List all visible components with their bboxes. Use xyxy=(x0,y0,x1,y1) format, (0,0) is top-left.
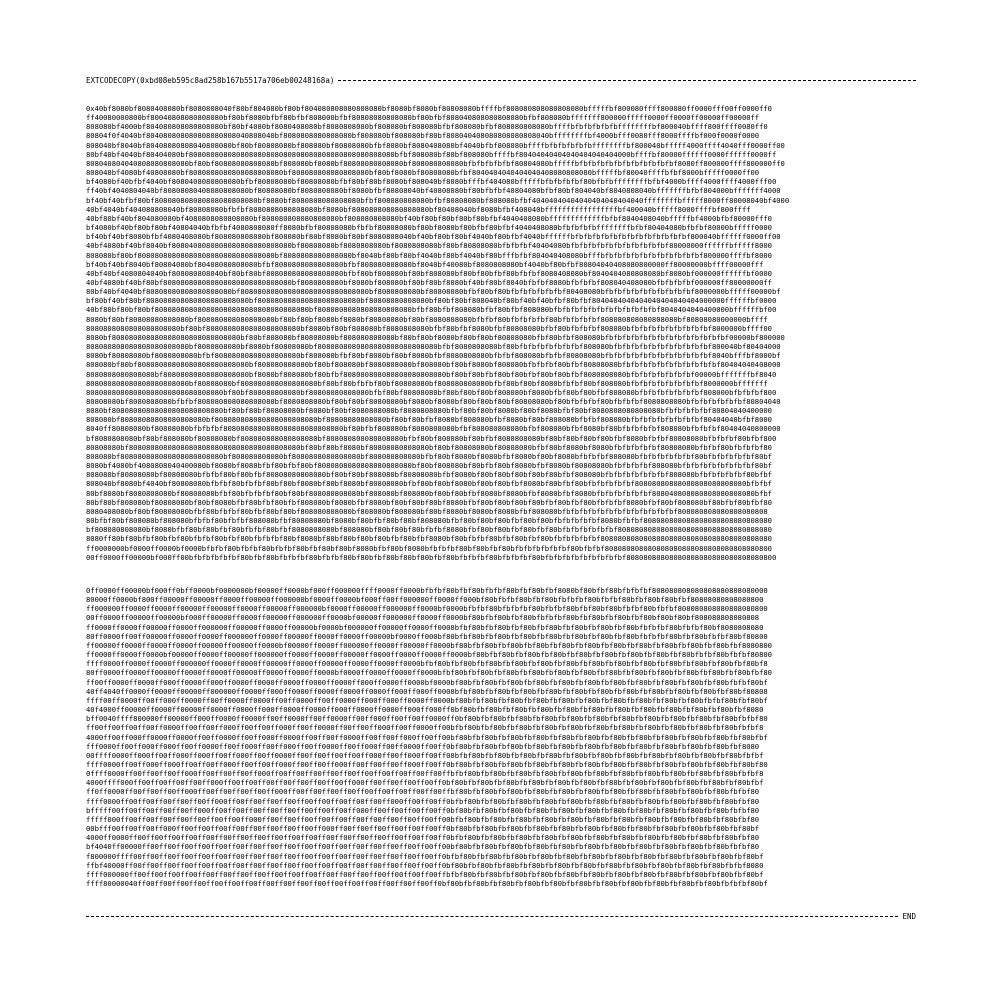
hex-line: ff00000ff0000ff0000ff0000ff00000ff00000ff0000bf00000ff0000ff000000ff0000ff00000ff0000bf80bfbf80bfbf80bfbf80bfbf80bfbf80bfbf80bfbf80bfbf80bfbf80bfbf80bfbf8080800 xyxy=(86,640,772,650)
hex-line: 80bf40bf4040bf80808080808080808080bf808080808080808080808080808080bf8080808080bf80808080bfbf80bf80bfbfbfbfbfbfbf80408080bfbfbfbfbfbfbfbfbfbfbf8000000bfffff00000bf xyxy=(86,287,781,297)
hex-line: ffff00ff0000ff00ff000ff0000ff00ff0000ff0000ff00ff0000ff00ff0000ff000ff000ff0000ff0000bf80bfbf80bfbf80bfbf80bfbf80bfbf80bfbf80bfbf80bfbf80bfbf80bfbfbf80bfbf80bf xyxy=(86,695,768,705)
hex-line: 80808080808080808080808080808080bf80bf808080808080bf80808080808080bfbf80bf80808080bf80bf80bf80bf808080bf8080bfbf80bf80bfbf808080bfbfbfbfbfbfbfbf808000bfbfbfbf800 xyxy=(86,387,777,397)
hex-line: ffff0000ff00ff00ff00ff00ff00ff000ff00ff00ff00ff00ff00ff00ff00ff00ff00ff000ff00ff00ff0bfbf80bfbf80bfbf80bfbf80bfbf80bfbf80bfbf80bfbf80bfbf80bfbf80bfbf80bfbf80 xyxy=(86,796,760,806)
hex-line: 4000ffff000ff00ff00ff00ff00ff000ff00ff00ff00ff00ff00ff00ff00ff000ff00ff00ff00ff00ff0bf80bfbf80bfbf80bfbf80bfbf80bfbf80bfbf80bfbf80bfbf80bfbf80bfbf80bfbf80bfbf xyxy=(86,778,764,788)
hex-line: 808080bf80bf80808080808080808080808080808080bf8080808080808080bf8040bf80bf80bf4040bf80bf4040bf80bfffbfbf804040408080bfffbfbfbfbfbfbfbfbfbfbfbfbf800000ffffbf8000 xyxy=(86,250,772,260)
hex-line: 80000ff0000bf800ff00000ff00000ff0000ff00000ff000000bf0000ff0000bf000ff00ff000000ff0000ff000bf80bfbfbf80bfbf80bfbfbfbf80bfbfbf80bfbf80bf80bfbf80808080808080800 xyxy=(86,595,764,605)
hex-line: bf808080808080bf8080bfbf80bf80bfbf80bfbfbf80bfbf8080808080bf808080bf80bf80bf80bfbfbf8080bfbf80bf80bfbf80bfbf80bfbfbfbfbfbfbf808080808080808080808080808080808080 xyxy=(86,525,772,535)
hex-line: ffff000000ff00ff00ff00ff00ff00ff00ff00ff00ff00ff00ff00ff00ff00ff00ff00ff00ff00ff00ffbfbf80bfbf80bfbf80bfbf80bfbf80bfbf80bfbf80bfbf80bfbf80bfbf80bfbf80bfbf80bf xyxy=(86,869,764,879)
hex-line: 8080bf80808080808080808080808080bf80bf80bf80808080bf8080bf80bf8080808080bf8080808080bfbf80bf80bf8080bf80bf8080bfbf80bf8080808080808080bfbfbfbfbfbf80804040400000 xyxy=(86,406,772,416)
hex-line: ff00ff00ff00ff00ff0000ff00ff00ff000ff00ff00ff000ff00ff0000ff00ff00ff000ff00ff0000ff00bfbf80bfbf80bfbf80bfbf80bfbf80bfbf80bfbf80bfbf80bfbf80bfbf80bfbf80bfbfbf8 xyxy=(86,723,764,733)
hex-line: 808040bf8040bf80408080808040808080bf80bf80808080bf808080bf80808080bfbf8080bf8080408080bf4040bfbf808080bffffbfbfbfbfbfbffffffffbf800040bfffff4000ffff4040fff0000ff00 xyxy=(86,140,785,150)
hex-line: bf40bf40bf8040bf80804080bf80408080808080bfbf8080808080808080bfbf808080808080bf8040bf40080bf8080808080bf4040bf80bfbf80804040408080800000ff80000000bffff00000fff xyxy=(86,259,764,269)
hex-line: 8040ff80808080bf80808080bfbfbfbf8080808080808080808080808080bf80bfbf808080bf8080808080bfbf808080808080bfbf808080bfbf8080bf80bfbfbfbfbf808080bfbfbfbf80404040800000 xyxy=(86,424,781,434)
hex-line: 4000ff0000ff00ff00ff00ff00ff00ff00ff00ff00ff00ff00ff00ff00ff00ff00ff00ff00ff00ff00ff0bfbf80bfbf80bfbf80bfbf80bfbf80bfbf80bfbf80bfbf80bfbf80bfbf80bfbf80bfbf80 xyxy=(86,833,760,843)
hex-line: 80bf80bf808080bf80808080bf80bf8080bfbf80bfbf80bfbf808080bf8080bfbf8080bf80bf80bf80bf8080bfbf80bf80bf80bf80bfbf80bfbf80bfbfbfbf8080bfbf80bf808080bf80bfbf80bfbf80 xyxy=(86,497,772,507)
hex-line: bf8080808080bf80bf808080bf80808080bf808080808080808080bf808080808080808080bfbf80bf808080bf80bfbf8080808080bf80bf80bf80bf80bfbf8080bfbfbf80808080bfbfbfbf80bfbf800 xyxy=(86,433,777,443)
hex-line: 808080bf80bf80808080808080808080808080bf808080808080bf80bf808080bf8080808080bf808080bf80bf8080bf808080bfbfbfbf80bfbf80808080bfbfbfbfbfbfbfbfbfbfbfbf80404040408000 xyxy=(86,360,781,370)
hex-line: fffff000ff00ff00ff00ff00ff00ff00ff00ff000ff00ff00ff00ff00ff00ff00ff00ff00ff00ff00ff00bfbf80bfbf80bfbf80bfbf80bfbf80bfbf80bfbf80bfbf80bfbf80bfbf80bfbf80bfbf80 xyxy=(86,814,760,824)
hex-line: bf4040ff00000ff00ff00ff00ff00ff00ff00ff00ff00ff00ff00ff00ff00ff00ff00ff00ff00ff00ff00bf80bfbf80bfbf80bfbf80bfbf80bfbf80bfbf80bfbf80bfbf80bfbf80bfbf80bfbfbf80 xyxy=(86,842,760,852)
hex-line: 00ff0000ff00000ff00000bf000ff00000ff0000ff00000ff000000ff0000bf00000ff000000ff0000ff0000bf80bfbf80bfbf80bfbfbfbf80bfbf80bfbf80bfbf80bf80bf80bf808080808080808 xyxy=(86,613,760,623)
hex-line: 8080bf80bf80808080808080bf808080808080808080bf80bf80bf8080bf8080bf80808080bf80bf8080808080bfbfbf80bfbfbfbfbf80bfbfbfbfbf808080808080808080bf80808080000000bffff xyxy=(86,314,768,324)
hex-line: bf4080bf40bfbf4040bf8080408080808080bfbf80808080bf80808080bfbf80bf80bf8080bf808040bf8080bfffbf404080bfffffbfbfbfbfbf80bfbfbffffffffbfbf4000bffff4000ffff4000fff00 xyxy=(86,177,777,187)
hex-line: 0ffff0000ff00ff00ff00ff000ff00ff00ff00ff000ff00ff00ff00ff00ff00ff00ff00ff00ff00ff00ffbfbf80bfbf80bfbf80bfbf80bfbf80bfbf80bfbf80bfbf80bfbf80bfbf80bfbf80bfbfbf8 xyxy=(86,769,764,779)
hex-line: 80808080bf8080808080bfbfbf808080808080808080bf8080808080bf80bf80bf80808080bf8080bf8080bf80bf80bf80bf80808080bf80bfbfbfbf80bfbfbfbf8080808080bfbfbfbfbfbfbf80804040 xyxy=(86,397,781,406)
hex-line: 808080bf80808080bf80808080bfbfbf80bf80bfbf80808080808080bf80bf80bf808080bf80808080bfbf8080bf80bf80bf80bf80bf80bfbf808080bfbfbfbfbfbfbfbf808080bfbfbfbfbfbf80bfbf xyxy=(86,470,772,480)
hex-line: 808040804040808080808080bf80bf80808080808080bf808080bf8080bf80808080808080bf808080808080bfbfbfbfbfbf80804080bfffffbfbfbfbfbfbfbfbfbfbfbfbf8080ff800000ffff800000ff0 xyxy=(86,158,785,168)
hex-line: 8080808080808080808080bf80bf8080808080808080808080bf8080bf80bf808080bf8080808080bfbf80bfbf8080bfbf80808080bfbf80bfbfbfbf808080bfbfbfbfbfbfbfbfbfbf8000000bffff00 xyxy=(86,323,772,333)
dump-footer-label: END xyxy=(902,912,916,921)
hex-line: 808080bf808080808080808080808080bf808080808080bf8080808080808080bf808080808080bfbf80bf8080bf8080bfbf8080bf80bf8080bfbfbfbf808080bfbfbfbfbfbfbf80bfbfbfbfbfbf80bf xyxy=(86,451,772,461)
hex-line: 00ffff0000ff000ff00ff000ff000ff00ff000ff00ff0000ff00ff00ff00ff00ff000ff00ff000ff00ff00bfbf80bfbf80bfbf80bfbf80bfbf80bfbf80bfbf80bfbf80bfbf80bfbf80bfbf80bfbfbf xyxy=(86,750,764,760)
hex-line: ffff80000040ff00ff00ff00ff00ff00ff00ff00ff00ff00ff00ff00ff00ff00ff00ff00ff00ff00ff0bf80bfbf80bfbf80bfbf80bfbf80bfbf80bfbf80bfbf80bfbf80bfbf80bfbf80bfbfbfbf80bf xyxy=(86,879,768,888)
hex-line: 80bfbf80bf808080bf808080bfbfbf80bfbfbf808080bfbf80808080bf8080bf80bfbf80bf80bf808080bfbf80bf80bf80bfbf80bf80bfbfbfbfbfbf8080bfbfbf808080808080808080808080808080 xyxy=(86,516,772,526)
hex-line: 80bf40bf4040bf80404080bf808080808080808080808080808080808080808080808080bfbf808080bf80bf808080bffffbf80404040404040404040404000bffffbf80000ffffff0000ffffff0000ff xyxy=(86,149,777,159)
dump-header-label: EXTCODECOPY(0xbd08eb595c8ad258b167b5517a706eb00248168a) xyxy=(86,76,335,85)
hex-line: 80ff0000ff0000ff00000ff0000ff0000ff00000ff0000ff0000ff0000bf0000ff0000ff0000ff0000bfbf80bfbf80bfbf80bfbf80bfbf80bfbf80bfbf80bfbf80bfbf80bfbf80bfbf80bfbf80bfbf80 xyxy=(86,668,772,678)
hex-line: 808040bf8080bf4040bf80808080bfbfbf80bfbfbf80bf80bf8080bf80bf8080bf80808080bfbf80bf80bf8080bf80bf80bfbf8080bf80bfbf80bfbfbfbfbfbf80808080808080808080808080bfbfbf xyxy=(86,479,772,489)
hex-line: 80808080bf8080808080808080808080808080808080808080bf80bf80bf8080bf80808080808080bf80bf80808080bf80808080bfbf80bf8080bf8080bfbfbfbfbfbf80808080bfbfbf80bfbfbfbf80 xyxy=(86,442,772,452)
hex-line: bf4080bf40bf80bf80bf40804040bfbfbf4080808080ff8080bfbf80808080bfbfbf80808080bf80bf8080bf80bfbf80bfbf4040408080bfbfbfbfbffffffffbfbf80404080bfbfbf80000bfffff0000 xyxy=(86,223,772,233)
hex-line: 8080bf80808080bf8080808080bfbf80808080808080808080bf808080bfbf80bf8080bf80bf8080bfbf8080808080bfbfbf808080bfbfbf80808080bfbfbfbfbfbfbfbfbfbfbfbfbf8040bfffbf8000bf xyxy=(86,351,781,361)
hex-line: fff0000ff00ff000ff000ff00ff0000ff00ff000ff00ff000ff00ff0000ff00ff000ff00ff0000ff00ff0bf80bfbf80bfbf80bfbf80bfbf80bfbf80bfbf80bfbf80bfbf80bfbf80bfbf80bfbf8080 xyxy=(86,741,760,751)
hex-line: bf80bf40bf80bf808080808080808080808080bf808080808080808080808080bf80808080808080bf80bf80bf808040bf80bf40bf40bfbf80bfbf8040404040404040404040404000000ffffffbf0000 xyxy=(86,296,777,306)
hex-line: ff0ff0000ff00ff00ff00ff000ff00ff00ff00ff00ff000ff00ff00ff00ff00ff00ff00ff00ff00ff00ffbf80bfbf80bfbf80bfbf80bfbf80bfbf80bfbf80bfbf80bfbf80bfbf80bfbf80bfbfbf80 xyxy=(86,787,760,797)
hex-line: 80804f0f4040bf804080808080808080808040808040bf8080808080808080bf808080bf808080bf80bf808040408080808080808040bffffffffbf4000bfff0080fff8000ffffbf000f0000f0000 xyxy=(86,131,760,141)
hex-line: ff0000ff0000ff0000bf00000ff0000ff00000ff000000ff0000ff0000ff00000ff0000ff0000ff0000ff0000bf80bfbf80bfbf80bfbf80bfbf80bfbf80bfbf80bfbf80bfbf80bfbfbf80bfbfbf80800 xyxy=(86,650,772,660)
hex-line: 40bf4040bf404080808040bf80808080bfbfbf8080808080808080bf8080bf808080808080808080bf80408040bf8080bfbf408040bfffffffffffffffffbf400040bfffff8000ffffbf800ffff xyxy=(86,204,751,214)
hex-line: 40f4000ff00000ff0000ff00000ff0000ff0000ff000ff0000ff0000ff000ff0000ff0000ff000ff000ff0bf80bfbf80bfbf80bfbf80bfbf80bfbf80bfbf80bfbf80bfbf80bfbf80bfbf80bfbf8080 xyxy=(86,705,764,715)
hex-line: ff00ff0000ff0000ff000ff0000ff000ff0000ff0000ff0000ff0000ff0000ff000ff0000ff0000bf0000bf80bfbf80bfbf80bfbf80bfbf80bfbf80bfbf80bfbf80bfbf80bfbf80bfbf80bfbfbf80bf xyxy=(86,677,768,687)
hex-line: bf40bf40bf8080bfbf4080408080bf808080808080bf808080bf80bf8080bf80bf8080808040bf40bf80bf80bf4040bf80bfbf4040bffffffbfbfbfbfbfbfbfbfbfbfbfbfbfbf800040bffffff0000ff00 xyxy=(86,232,781,242)
hex-line: 4000ff00ff000ff0000ff0000ff00ff0000ff00ff000ff0000ff00ff00ff0000ff00ff00ff000ff00ff00bf80bfbf80bfbf80bfbf80bfbf80bfbf80bfbf80bfbf80bfbf80bfbf80bfbf80bfbf80bfbf xyxy=(86,732,768,742)
hex-line: ffff0000ff00ff000ff000ff00ff00ff000ff00ff00ff000ff00ff00ff000ff00ff00ff00ff000ff00ff0bf80bfbf80bfbf80bfbf80bfbf80bfbf80bfbf80bfbf80bfbf80bfbf80bfbf80bfbf80bf80 xyxy=(86,759,768,769)
hex-line: ffbf40000ff00ff00ff00ff00ff00ff00ff00ff00ff00ff00ff00ff00ff00ff00ff00ff00ff00ff00ff0bf80bfbf80bfbf80bfbf80bfbf80bfbf80bfbf80bfbf80bfbf80bfbf80bfbf80bfbfbf8080 xyxy=(86,860,764,870)
hex-line: ff0000000bf0000ff0000bf0000bfbfbf80bfbfbf80bfbfbf80bfbf80bf80bf8080bfbf80bf8080bfbfbfbf80bf80bfbf80bfbfbfbfbfbfbf80bfbfbf808080808080808080808080808080808080800 xyxy=(86,543,772,553)
hex-line: 40bf80bf80bf80bf808080808080808080808080808080808080bf8080808080808080808080bfbf80bfbf808080bfbf80bfbf808080bfbfbfbfbfbfbfbfbfbfbfbfbf8040404040400000bffffffbf00 xyxy=(86,305,777,315)
hex-line: 00bfff00ff00ff00ff000ff00ff00ff00ff00ff00ff00ff00ff00ff000ff00ff00ff00ff00ff00ff00ff0bf80bfbf80bfbf80bfbf80bfbf80bfbf80bfbf80bfbf80bfbf80bfbf80bfbf80bfbf80bf xyxy=(86,824,760,834)
hex-line: 8080bf4080bf4080808040400080bf8080bf8080bfbf80bfbf80bf8080808080808080808080bf80bf808080bf80bfbf80bf8080bfbf8080bf80808080bfbfbfbfbf808080bfbfbfbfbfbfbfbfbf80bf xyxy=(86,461,772,471)
hex-line: 40bf40bf4080804040bf808080808040bf80bf80bf808080808080808080bfbf80bf808080bf80bf808080bf80bf80bfbf80bfbfbf8080408080bf8040404080808080bf8080bf000000ffffffbf0000 xyxy=(86,268,772,278)
hex-line: 808080bf4000bf804080808080808080bf80bf4080bf8080408080bf8080808080bf808080bf808080bfbf808080bfbf808080808080bffffbfbfbfbfbfbffffffffbf800040bffff800ffff0080ff0 xyxy=(86,122,768,132)
hex-line: ff000000ff0000ff0000ff00000ff00000ff0000ff00000ff000000bf0000ff00000ff000000ff0000bf0000bfbfbf80bfbfbfbf80bfbfbf80bfbf80bf80bfbfbf80bfbfbf808080808080808080800 xyxy=(86,604,768,614)
hex-line: 8080bf808080808080808080808080808080bf80bf808080bf80808080bf808080808080bf80bf80bf8080bf80bf80bf80808080bfbf80bfbf808080bfbfbfbfbfbfbfbfbfbfbfbfbfbfbf00000bf800000 xyxy=(86,332,785,342)
hex-line: 00ff0000ff00000bf000ff00bfbfbfbfbfbf80bfbf80bfbfbfbf80bfbfbf80bf80bfbf80bf80bf80bfbf80bfbfbfbf80bfbfbfbf80bfbfbfbfbfbfbfbfbfbf80808080808080808080808080808080800 xyxy=(86,552,777,562)
hex-line: 8080808080808080bf80808080808080808080bf8080bf808080bf80bfbf808080808080808080808080bf80bf80bfbf80bf80bfbf80bf80bfbf8080808080bfbfbfbfbfbfbfbf00000bfffffffbf8040 xyxy=(86,369,777,379)
hex-line: 80ff0000ff00ff00000ff0000ff0000ff000000ff0000ff00000ff0000ff0000ff00000bf0000ff000bf80bfbf80bfbf80bfbf80bfbf80bfbf80bfbf80bfbf80bfbfbfbf80bfbf80bfbfbf80bf80800 xyxy=(86,631,768,641)
hex-dump-block xyxy=(86,104,916,586)
hex-line: 8080ff80bf80bfbf80bfbf80bfbfbf80bfbf80bfbfbfbf80bf8080bf80bf80bf80bf80bfbf80bfbf8080bf80bfbfbf80bfbf80bfbf80bfbfbfbfbfbf8080808080808080808080808080808080808080 xyxy=(86,534,772,544)
hex-line: 40bf80bf40bf804080080bf4080808080808080bf808080808080808080bf808080808080bf40bf80bf80bf80bf80bfbf4040408080bfffffffffffffbfbf8040408040bfffffbf4000bfbf80000fff0 xyxy=(86,213,772,223)
hex-line: bf40bf40bfbf80bf808080808080808080808080bf8080bf8080808080808080bfbf808080808080bfbf80808080bf808080bfbf40404040404040404040404040ffffffffbfffff8000ff80008040bf4000 xyxy=(86,195,790,205)
hex-line: 808080bf80808080808080808080bf808080808080808080808080bf80808080808080bf80bf80bfbf8080bf808080bfbf8080bf80bf808080bfbfbf808080bfbfbfbfbfbfbfbfbf80404040bfbf8000 xyxy=(86,415,772,425)
hex-line: bff0040ffff800000ff00000ff000ff0000ff0000ff00ff0000ff00ff0000ff00ff000ff00ff00ff0000ff0bf80bfbf80bfbf80bfbf80bfbf80bfbf80bfbf80bfbf80bfbf80bfbf80bfbf80bfbfbf80 xyxy=(86,714,768,724)
hex-line: 808080808080808080808080bf8080808080bf8080bf80808080bf8080808080808080808080808080bfbf8080808080bf80bfbfbfbfbfbfbfbf808080bfbfbfbfbfbfbfbfbfbfbfbf800040bf80404000 xyxy=(86,342,781,352)
hex-line: ffff0000ff0000ff0000ff000000ff0000ff0000ff00000ff0000ff00000ff0000ff0000ff0000bfbf80bfbf80bfbf80bfbf80bfbf80bfbf80bfbf80bfbf80bfbf80bfbf80bfbf80bfbf80bfbf80bf8 xyxy=(86,659,768,669)
header-dashed-rule xyxy=(338,80,916,81)
hex-line: 0ff0000ff00000bf000ff0bff0000bf0000000bf00000ff0000bf000ff000000ffff0000ff0000bfbfbf80bfbf80bfbfbf80bfbf80bfbf8080bf80bfbf80bfbfbfbf808080808080808080808080000 xyxy=(86,586,768,595)
dump-footer xyxy=(86,912,916,921)
hex-line: bfffff00ff00ff00ff00ff00ff000ff00ff00ff00ff00ff00ff00ff00ff00ff000ff00ff00ff00ff00ff0bf80bfbf80bfbf80bfbf80bfbf80bfbf80bfbf80bfbf80bfbf80bfbf80bfbf80bfbfbf80 xyxy=(86,805,760,815)
hex-line: 808080808080808080808080bf80808080bf808080808080808080bf80bf80bfbfbf80bf80808080bf808080808080bfbf80bf80bf8080bfbfbf80bf808080bfbfbfbfbfbfbfbfbf8000000bfffffff xyxy=(86,378,768,388)
footer-dashed-rule xyxy=(86,916,898,917)
hex-line: 40bf4080bf40bf80bf808080808080808080808080808080bf8080808080bf8080bf808080bf80bf80bf8080bf40bf80bf8040bfbfbf8080bfbfbfbf808040408080bfbfbfbfbf000000ff80000000ff xyxy=(86,277,772,287)
hex-line: 40bf4080bf40bf8040bf8080408080808080808080808080bf80808080bf8080808080bf8080808080bf80bf80808080bfbfbfbf40404080bfbfbfbfbfbfbfbfbfbfbfbf80000000ffffffbfffff8000 xyxy=(86,241,772,251)
hex-line: 40ff4040ff0000ff0000ff00000ff000000ff0000ff000ff0000ff0000ff0000ff0000ff000ff000ff0000bfbf80bfbf80bfbf80bfbf80bfbf80bfbf80bfbf80bfbf80bfbf80bfbf80bfbf80bf80808 xyxy=(86,686,768,696)
hex-line: ff0000ff0000ff00000ff0000ff000000ff00000ff0000ff00000bf0000bf000000ff00000ff0000ff0000bfbf80bfbf80bfbf80bfbf80bfbf80bfbf80bfbf80bfbfbfbf80bfbfbf80bf8080808080 xyxy=(86,622,764,632)
hex-line: f800000ffff00ff00ff00ff00ff00ff00ff00ff00ff00ff00ff00ff00ff00ff00ff00ff00ff00ff00ff0bfbf80bfbf80bfbf80bfbf80bfbf80bfbf80bfbf80bfbf80bfbf80bfbf80bfbf80bfbf80bf xyxy=(86,851,764,861)
hex-line: 808040bf4080bf40808080bf8080808080808080808080bf808080808080808080bf80bf8080bf80808080bfbf8040404040404040408080808080bfffffbf80040ffffbfbf8000bfffff0000ff00 xyxy=(86,168,760,178)
hex-line: 8080408080bf80bf80808080bfbf80bfbfbf80bfbf80bf80bf808080808080bf808080bf808080bf80bf8080bf8080bf8080bfbf808080bfbfbfbfbfbfbfbfbfbfbfbfbfbf808080808080808080808 xyxy=(86,506,768,516)
dump-header xyxy=(86,76,916,85)
hex-dump-block-continued xyxy=(86,586,916,898)
hex-line: ff40080000800bf80040808080808080bf80bf8080bfbf80bfbf808000bfbf80808080808080bf80bfbf808040808080808080bfbf808080bfffffff800000fffff0000ff0000ff00000ff00000ff xyxy=(86,113,760,123)
hex-line: ff40bf4040804040bf80808080408080808080bf80808080bf8080808080bf8080bfbf80808040bf40808080bf80bfbfbf40804080bfbf80bf804040bf8040808040bfffffffbfbf804000bfffffff4000 xyxy=(86,186,781,196)
hex-line: 0x40bf8080bf8080408080bf8080808040f80bf804080bf80bf804080808080808080bf8080bf8080bf80808080bffffbf808080808080808080bfffffbf800080ffff800080ff0000fff00ff0000ff0 xyxy=(86,104,772,113)
hex-line: 80bf8080bf8080808080bf80808080bfbf80bfbfbfbf80bf80bf808080808080bf808080bf808080bf80bf80bfbf8080bf8080bfbf8080bfbf8080bfbfbfbfbfbfbf808040808080808080808080bfbf xyxy=(86,488,772,498)
